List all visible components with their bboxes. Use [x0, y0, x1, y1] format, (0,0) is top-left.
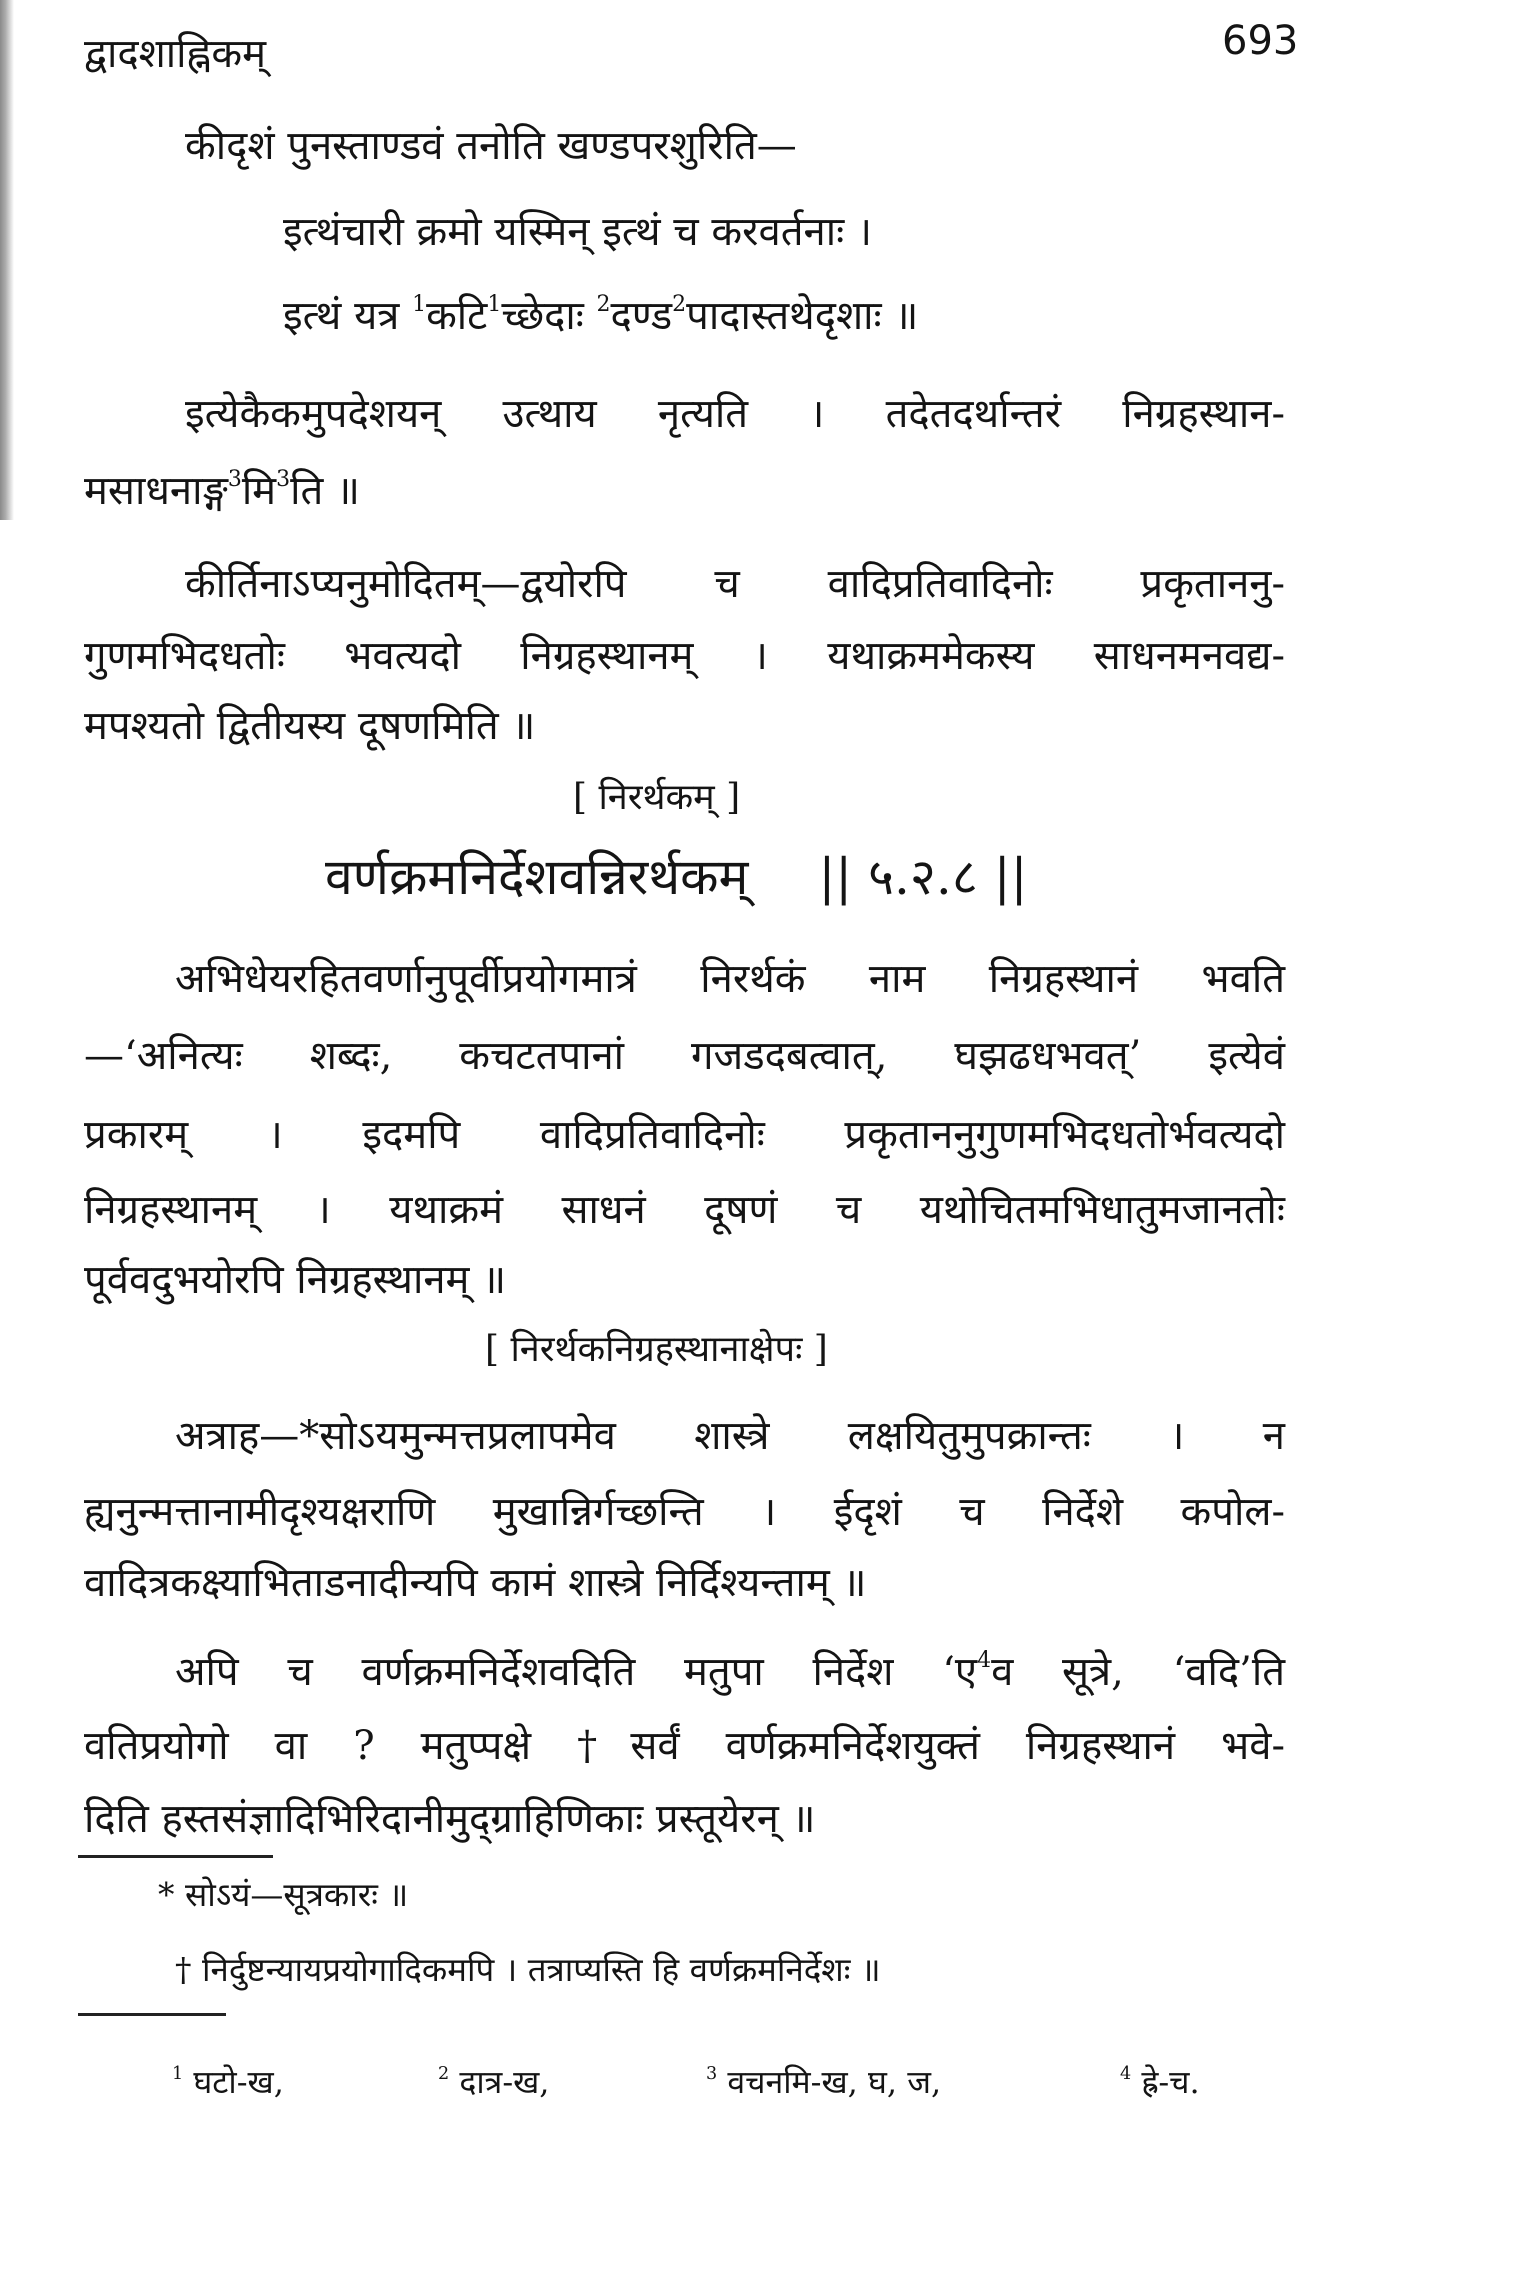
running-head: द्वादशाह्निकम्	[84, 31, 267, 77]
text-line: गुणमभिदधतोः भवत्यदो निग्रहस्थानम् । यथाक्रममेकस्य साधनमनवद्य-	[84, 633, 1285, 679]
verse-line: इत्थं यत्र $^1$कटि$^1$च्छेदाः $^2$दण्ड$^2$पादास्तथेदृशाः ॥	[283, 292, 919, 339]
text-line: वादित्रकक्ष्याभिताडनादीन्यपि कामं शास्त्रे निर्दिश्यन्ताम् ॥	[84, 1560, 867, 1606]
footnote-ref: 3	[227, 467, 242, 493]
footnote: † निर्दुष्टन्यायप्रयोगादिकमपि । तत्राप्यस्ति हि वर्णक्रमनिर्देशः ॥	[175, 1950, 881, 1989]
text-line: वतिप्रयोगो वा ? मतुप्पक्षे †सर्वं वर्णक्रमनिर्देशयुक्तं निग्रहस्थानं भवे-	[84, 1723, 1285, 1769]
text-line: अत्राह—*सोऽयमुन्मत्तप्रलापमेव शास्त्रे लक्षयितुमुपक्रान्तः । न	[175, 1413, 1285, 1459]
text-line: ह्यनुन्मत्तानामीदृश्यक्षराणि मुखान्निर्गच्छन्ति । ईदृशं च निर्देशे कपोल-	[84, 1489, 1285, 1535]
text-line: कीर्तिनाऽप्यनुमोदितम्—द्वयोरपि च वादिप्रतिवादिनोः प्रकृताननु-	[185, 561, 1285, 607]
variant-reading: $^4$ ह्रे-च.	[1120, 2063, 1200, 2101]
scan-edge-shadow	[0, 0, 14, 520]
sutra-line	[325, 847, 1027, 907]
page-number: 693	[1222, 18, 1299, 64]
footnote-ref: 3	[276, 467, 291, 493]
sutra-number: || ५.२.८ ||	[818, 848, 1028, 906]
variant-reading: $^2$ दात्र-ख,	[438, 2063, 550, 2101]
footnote-rule	[78, 1855, 273, 1858]
footnote-ref: 2	[672, 292, 687, 318]
footnote-ref: 4	[977, 1648, 992, 1674]
text-line: अभिधेयरहितवर्णानुपूर्वीप्रयोगमात्रं निरर्थकं नाम निग्रहस्थानं भवति	[175, 956, 1285, 1002]
variant-reading: $^1$ घटो-ख,	[172, 2063, 284, 2101]
text-line: मपश्यतो द्वितीयस्य दूषणमिति ॥	[84, 703, 536, 749]
text-line: दिति हस्तसंज्ञादिभिरिदानीमुद्ग्राहिणिकाः प्रस्तूयेरन् ॥	[84, 1796, 816, 1842]
text-line: अपि च वर्णक्रमनिर्देशवदिति मतुपा निर्देश ‘ए$^4$व सूत्रे, ‘वदि’ति	[175, 1648, 1285, 1695]
text-line: पूर्ववदुभयोरपि निग्रहस्थानम् ॥	[84, 1257, 507, 1303]
verse-line: इत्थंचारी क्रमो यस्मिन् इत्थं च करवर्तनाः ।	[283, 209, 873, 255]
section-heading: [ निरर्थकम् ]	[573, 777, 741, 818]
footnote-ref: 1	[412, 292, 427, 318]
text-line: कीदृशं पुनस्ताण्डवं तनोति खण्डपरशुरिति—	[185, 123, 797, 169]
sutra-text: वर्णक्रमनिर्देशवन्निरर्थकम्	[325, 848, 749, 906]
text-line: निग्रहस्थानम् । यथाक्रमं साधनं दूषणं च यथोचितमभिधातुमजानतोः	[84, 1187, 1285, 1233]
section-heading: [ निरर्थकनिग्रहस्थानाक्षेपः ]	[485, 1329, 828, 1370]
footnote-ref: 1	[487, 292, 502, 318]
footnote-ref: 2	[596, 292, 611, 318]
variant-reading: $^3$ वचनमि-ख, घ, ज,	[706, 2063, 942, 2101]
text-line: —‘अनित्यः शब्दः, कचटतपानां गजडदबत्वात्, घझढधभवत्’ इत्येवं	[84, 1033, 1285, 1079]
footnote: * सोऽयं—सूत्रकारः ॥	[158, 1875, 409, 1914]
text-line: मसाधनाङ्ग$^3$मि$^3$ति ॥	[84, 467, 360, 514]
text-line: प्रकारम् । इदमपि वादिप्रतिवादिनोः प्रकृताननुगुणमभिदधतोर्भवत्यदो	[84, 1112, 1285, 1158]
variant-rule	[78, 2013, 226, 2016]
text-line: इत्येकैकमुपदेशयन् उत्थाय नृत्यति । तदेतदर्थान्तरं निग्रहस्थान-	[185, 391, 1285, 437]
